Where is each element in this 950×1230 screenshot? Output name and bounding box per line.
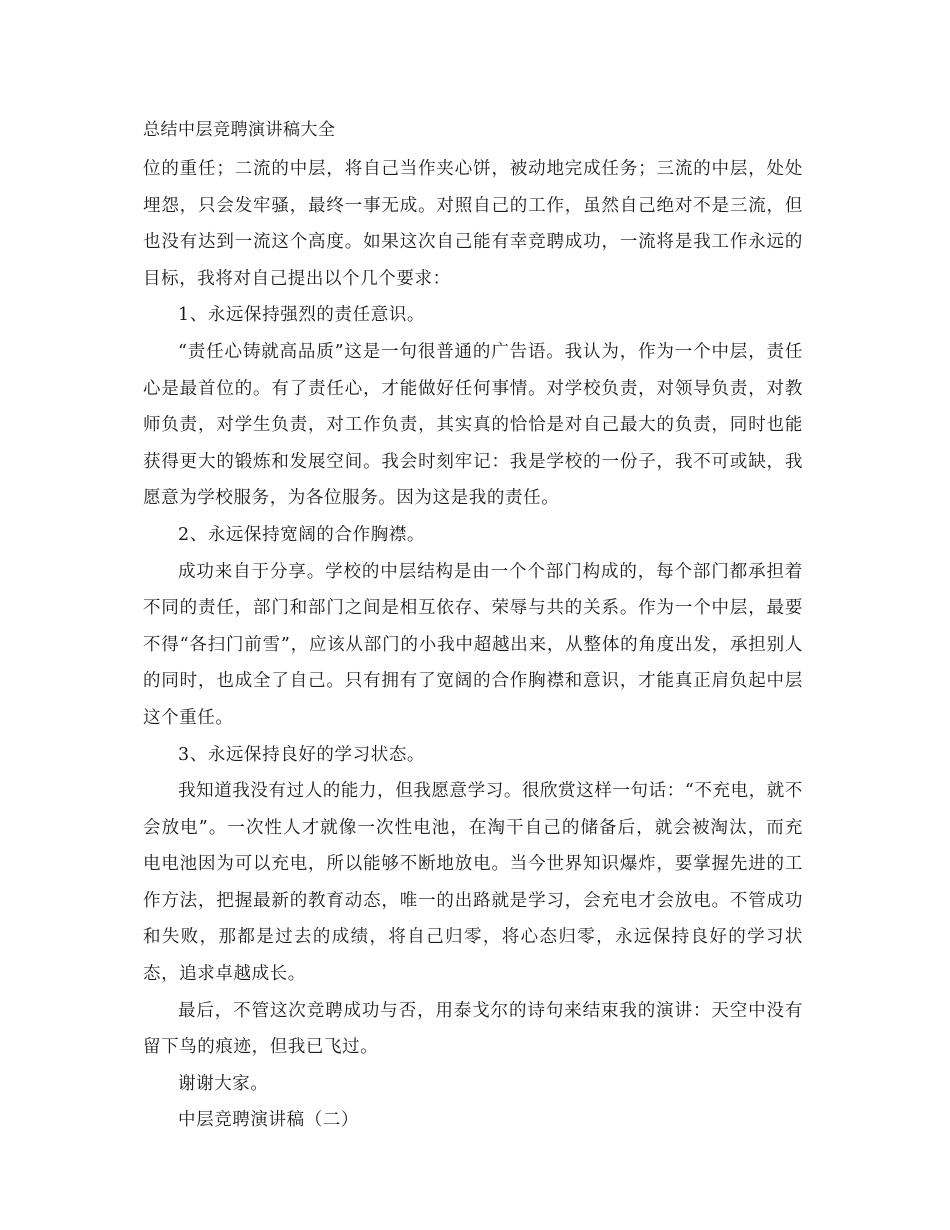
paragraph: 我知道我没有过人的能力，但我愿意学习。很欣赏这样一句话：“不充电，就不会放电”。一次性人才就像一次性电池，在淘干自己的储备后，就会被淘汰，而充电电池因为可以充电，所以能够不断地放电。当今世界知识爆炸，要掌握先进的工作方法，把握最新的教育动态，唯一的出路就是学习，会充电才会放电。不管成功和失败，那都是过去的成绩，将自己归零，将心态归零，永远保持良好的学习状态，追求卓越成长。 — [143, 781, 803, 985]
section-heading: 1、永远保持强烈的责任意识。 — [178, 305, 426, 326]
paragraph: 成功来自于分享。学校的中层结构是由一个个部门构成的，每个部门都承担着不同的责任，部门和部门之间是相互依存、荣辱与共的关系。作为一个中层，最要不得“各扫门前雪”，应该从部门的小我中超越出来，从整体的角度出发，承担别人的同时，也成全了自己。只有拥有了宽阔的合作胸襟和意识，才能真正肩负起中层这个重任。 — [143, 561, 803, 728]
section-heading: 2、永远保持宽阔的合作胸襟。 — [178, 524, 426, 545]
paragraph: 最后，不管这次竞聘成功与否，用泰戈尔的诗句来结束我的演讲：天空中没有留下鸟的痕迹，但我已飞过。 — [143, 1000, 803, 1058]
document-header: 总结中层竞聘演讲稿大全 — [143, 120, 336, 140]
paragraph: “责任心铸就高品质”这是一句很普通的广告语。我认为，作为一个中层，责任心是最首位的。有了责任心，才能做好任何事情。对学校负责，对领导负责，对教师负责，对学生负责，对工作负责，其实真的恰恰是对自己最大的负责，同时也能获得更大的锻炼和发展空间。我会时刻牢记：我是学校的一份子，我不可或缺，我愿意为学校服务，为各位服务。因为这是我的责任。 — [143, 341, 803, 509]
next-section-title: 中层竞聘演讲稿（二） — [178, 1110, 359, 1131]
section-heading: 3、永远保持良好的学习状态。 — [178, 744, 426, 765]
document-body — [143, 151, 803, 1139]
paragraph: 位的重任；二流的中层，将自己当作夹心饼，被动地完成任务；三流的中层，处处埋怨，只会发牢骚，最终一事无成。对照自己的工作，虽然自己绝对不是三流，但也没有达到一流这个高度。如果这次自己能有幸竞聘成功，一流将是我工作永远的目标，我将对自己提出以个几个要求： — [143, 159, 803, 289]
closing-line: 谢谢大家。 — [178, 1073, 269, 1094]
